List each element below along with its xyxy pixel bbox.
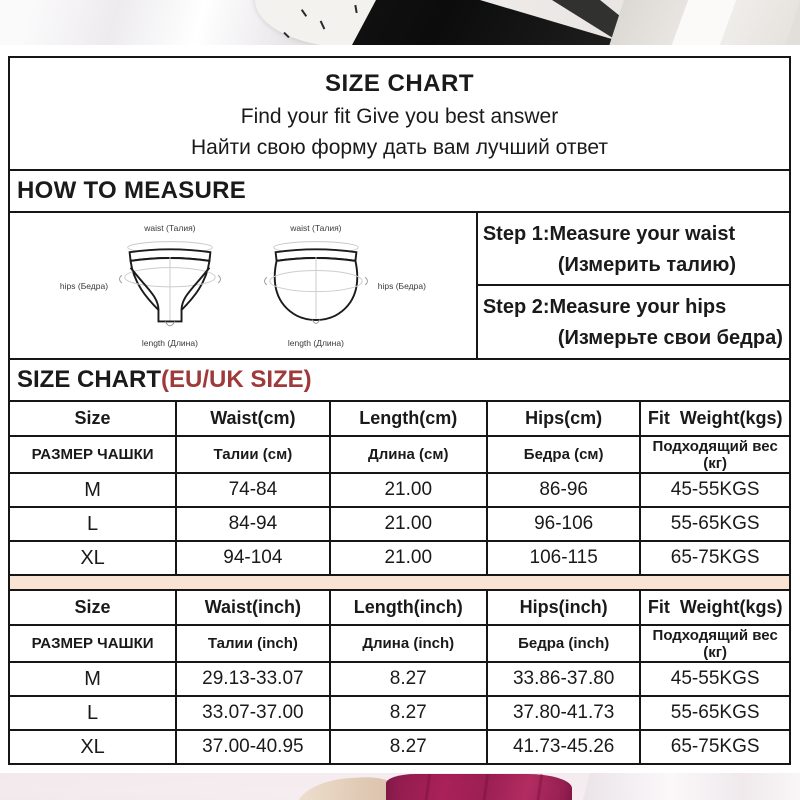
table-header-cell: Талии (см) [175,437,328,472]
table-row [10,540,789,574]
how-to-measure-section [10,211,789,358]
size-table-inch [10,589,789,763]
table-header-cell: Бедра (inch) [486,626,639,661]
table-header-cell: РАЗМЕР ЧАШКИ [31,446,154,463]
length-label: length (Длина) [141,338,198,348]
measure-diagrams [10,213,478,358]
table-cell: 8.27 [329,663,486,695]
table-cell: L [87,701,99,724]
garment-fold [532,774,543,800]
table-header-cell: Length(inch) [329,591,486,624]
table-header-cell: Длина (см) [329,437,486,472]
table-header-cell: Талии (inch) [175,626,328,661]
panty-front-figure [59,223,230,348]
table-header-cell: Hips(cm) [486,402,639,435]
table-cell: 106-115 [486,542,639,574]
product-photo-bottom [0,773,800,800]
table-header-cell: Size [74,597,111,617]
table-row [10,506,789,540]
step-1-row [478,213,789,286]
table-header-cell: Подходящий вес (кг) [639,437,789,472]
table-cell: 65-75KGS [639,542,789,574]
page-title: SIZE CHART [325,70,474,97]
table-row [10,695,789,729]
table-cell: 45-55KGS [639,663,789,695]
table-cell: 55-65KGS [639,508,789,540]
table-cell: 21.00 [329,474,486,506]
table-header-cell: Бедра (см) [486,437,639,472]
table-cell: 84-94 [175,508,328,540]
subtitle-ru: Найти свою форму дать вам лучший ответ [190,136,609,159]
table-cell: 21.00 [329,542,486,574]
table-cell: 8.27 [329,731,486,763]
how-to-measure-heading: HOW TO MEASURE [10,169,789,211]
table-separator-band [10,574,789,589]
hips-label: hips (Бедра) [377,280,426,291]
panty-back-diagram [256,233,376,333]
table-cell: 29.13-33.07 [175,663,328,695]
table-cell: 21.00 [329,508,486,540]
table-header-cell: Подходящий вес (кг) [639,626,789,661]
subtitle-en: Find your fit Give you best answer [240,105,559,128]
step-1-text-en: Step 1:Measure your waist [482,223,736,245]
table-header-cell: Fit Weight(kgs) [639,402,789,435]
table-cell: 86-96 [486,474,639,506]
table-header-cell: Fit Weight(kgs) [639,591,789,624]
table-header-row [10,402,789,435]
step-1-text-ru: (Измерить талию) [557,254,737,276]
table-cell: L [87,512,99,535]
table-cell: 33.86-37.80 [486,663,639,695]
panty-back-figure [256,223,426,348]
product-photo-top [0,0,800,45]
panty-front-diagram [110,233,230,333]
table-header-row-ru [10,624,789,661]
garment-fold [420,774,431,800]
table-cell: 8.27 [329,697,486,729]
table-cell: 96-106 [486,508,639,540]
hips-label: hips (Бедра) [59,280,109,291]
table-header-cell: Hips(inch) [486,591,639,624]
step-2-row [478,286,789,358]
table-row [10,472,789,506]
table-cell: XL [80,546,105,569]
table-cell: 41.73-45.26 [486,731,639,763]
table-cell: 74-84 [175,474,328,506]
garment-fold [478,774,489,800]
table-header-cell: Waist(inch) [175,591,328,624]
size-chart-subheading-black: SIZE CHART [17,366,161,393]
spacer [0,765,800,773]
pink-shadow [0,791,320,800]
measure-steps [478,213,789,358]
table-cell: 94-104 [175,542,328,574]
table-cell: M [84,667,101,690]
table-cell: M [84,478,101,501]
size-table-cm [10,400,789,574]
table-header-cell: Длина (inch) [329,626,486,661]
step-2-text-en: Step 2:Measure your hips [482,296,727,318]
table-cell: XL [80,735,105,758]
eu-uk-size-accent: (EU/UK SIZE) [161,366,312,393]
white-silk-fold [576,773,800,800]
size-chart-subheading [10,358,789,400]
table-row [10,661,789,695]
maroon-garment-photo [386,774,572,800]
table-cell: 65-75KGS [639,731,789,763]
waist-label: waist (Талия) [290,223,342,233]
length-label: length (Длина) [287,338,344,348]
table-header-cell: Waist(cm) [175,402,328,435]
table-cell: 33.07-37.00 [175,697,328,729]
table-row [10,729,789,763]
table-header-cell: РАЗМЕР ЧАШКИ [31,635,154,652]
table-cell: 55-65KGS [639,697,789,729]
table-cell: 37.80-41.73 [486,697,639,729]
table-header-row-ru [10,435,789,472]
table-cell: 37.00-40.95 [175,731,328,763]
table-header-cell: Size [74,408,111,428]
step-2-text-ru: (Измерьте свои бедра) [557,327,783,349]
size-chart-header [10,58,789,169]
spacer [0,45,800,56]
size-chart-frame [8,56,791,765]
waist-label: waist (Талия) [144,223,196,233]
table-header-cell: Length(cm) [329,402,486,435]
table-cell: 45-55KGS [639,474,789,506]
table-header-row [10,591,789,624]
